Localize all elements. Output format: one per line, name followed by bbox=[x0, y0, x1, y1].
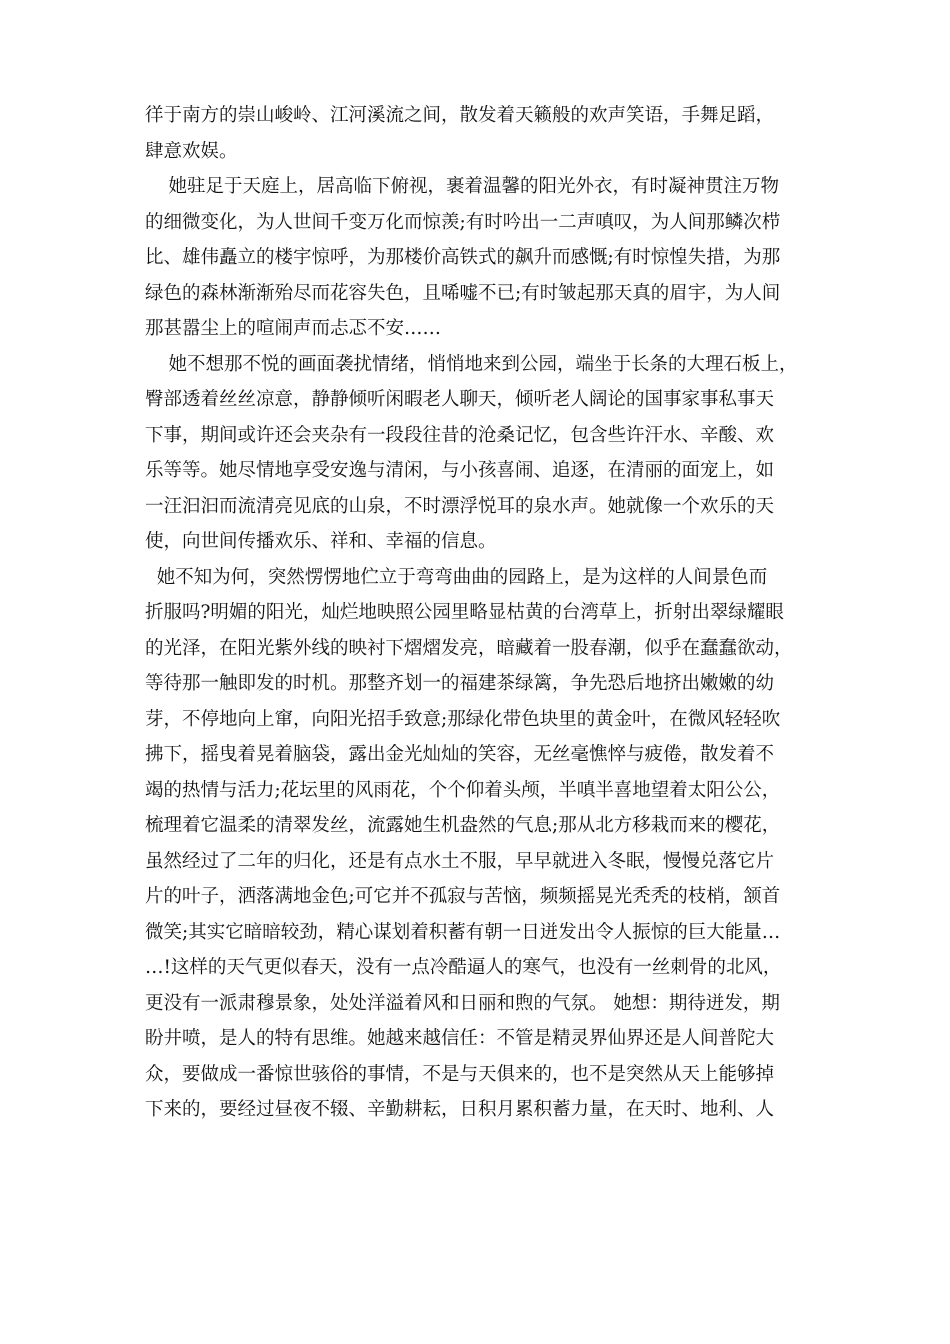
text-line: 徉于南方的崇山峻岭、江河溪流之间，散发着天籁般的欢声笑语，手舞足蹈， bbox=[145, 105, 775, 126]
text-line: 折服吗?明媚的阳光，灿烂地映照公园里略显枯黄的台湾草上，折射出翠绿耀眼 bbox=[145, 602, 784, 623]
text-line: 乐等等。她尽情地享受安逸与清闲，与小孩喜闹、追逐，在清丽的面宠上，如 bbox=[145, 460, 775, 481]
text-line: 比、雄伟矗立的楼宇惊呼，为那楼价高铁式的飙升而感慨;有时惊惶失措，为那 bbox=[145, 247, 781, 268]
text-line: 盼井喷，是人的特有思维。她越来越信任：不管是精灵界仙界还是人间普陀大 bbox=[145, 1028, 775, 1049]
document-body bbox=[145, 98, 825, 1128]
text-line: 更没有一派肃穆景象，处处洋溢着风和日丽和煦的气氛。 她想：期待迸发，期 bbox=[145, 992, 780, 1014]
text-line: 等待那一触即发的时机。那整齐划一的福建茶绿篱，争先恐后地挤出嫩嫩的幼 bbox=[145, 673, 775, 694]
text-line: …!这样的天气更似春天，没有一点冷酷逼人的寒气，也没有一丝刺骨的北风， bbox=[145, 957, 782, 978]
text-line: 竭的热情与活力;花坛里的风雨花，个个仰着头颅，半嗔半喜地望着太阳公公， bbox=[145, 779, 781, 801]
text-line: 使，向世间传播欢乐、祥和、幸福的信息。 bbox=[145, 531, 497, 552]
text-line: 她驻足于天庭上，居高临下俯视，裹着温馨的阳光外衣，有时凝神贯注万物 bbox=[145, 176, 780, 197]
text-line: 梳理着它温柔的清翠发丝，流露她生机盎然的气息;那从北方移栽而来的樱花， bbox=[145, 815, 781, 836]
text-line: 片的叶子，洒落满地金色;可它并不孤寂与苦恼，频频摇晃光秃秃的枝梢，颔首 bbox=[145, 886, 781, 907]
text-line: 她不知为何，突然愣愣地伫立于弯弯曲曲的园路上，是为这样的人间景色而 bbox=[145, 566, 768, 588]
text-line: 她不想那不悦的画面袭扰情绪，悄悄地来到公园，端坐于长条的大理石板上， bbox=[145, 353, 798, 375]
text-line: 芽，不停地向上窜，向阳光招手致意;那绿化带色块里的黄金叶，在微风轻轻吹 bbox=[145, 708, 781, 730]
text-line: 众，要做成一番惊世骇俗的事情，不是与天俱来的，也不是突然从天上能够掉 bbox=[145, 1063, 775, 1085]
text-line: 的细微变化，为人世间千变万化而惊羡;有时吟出一二声嗔叹，为人间那鳞次栉 bbox=[145, 211, 781, 233]
text-line: 的光泽，在阳光紫外线的映衬下熠熠发亮，暗藏着一股春潮，似乎在蠢蠢欲动， bbox=[145, 637, 793, 659]
text-line: 拂下，摇曳着晃着脑袋，露出金光灿灿的笑容，无丝毫憔悴与疲倦，散发着不 bbox=[145, 744, 775, 765]
text-line: 一汪汩汩而流清亮见底的山泉，不时漂浮悦耳的泉水声。她就像一个欢乐的天 bbox=[145, 495, 775, 517]
text-line: 虽然经过了二年的归化，还是有点水土不服，早早就进入冬眠，慢慢兑落它片 bbox=[145, 850, 775, 872]
text-line: 下事，期间或许还会夹杂有一段段往昔的沧桑记忆，包含些许汗水、辛酸、欢 bbox=[145, 424, 775, 446]
text-line: 臀部透着丝丝凉意，静静倾听闲暇老人聊天，倾听老人阔论的国事家事私事天 bbox=[145, 389, 775, 410]
text-line: 绿色的森林渐渐殆尽而花容失色，且唏嘘不已;有时皱起那天真的眉宇，为人间 bbox=[145, 282, 781, 304]
text-line: 微笑;其实它暗暗较劲，精心谋划着积蓄有朝一日迸发出令人振惊的巨大能量… bbox=[145, 921, 781, 943]
text-line: 肆意欢娱。 bbox=[145, 140, 238, 162]
text-line: 那甚嚣尘上的喧闹声而忐忑不安…… bbox=[145, 318, 442, 339]
text-line: 下来的，要经过昼夜不辍、辛勤耕耘，日积月累积蓄力量，在天时、地利、人 bbox=[145, 1099, 775, 1120]
